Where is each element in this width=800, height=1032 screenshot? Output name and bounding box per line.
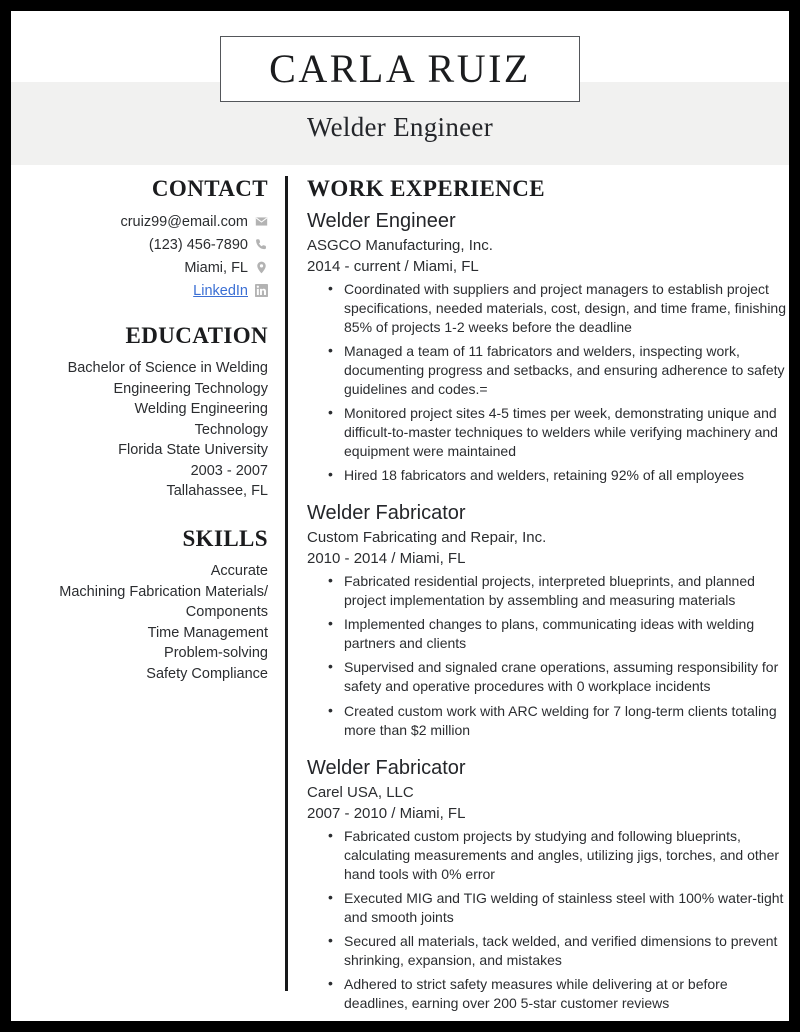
contact-phone-text: (123) 456-7890: [148, 236, 248, 253]
contact-item-location: [11, 257, 268, 278]
skill-line: Problem-solving: [164, 645, 268, 662]
job-bullet: • Supervised and signaled crane operations, assuming responsibility for safety and operative procedures with 0 workplace incidents: [327, 658, 789, 696]
map-pin-icon: [255, 261, 268, 274]
column-divider: [285, 176, 288, 991]
education-line: 2003 - 2007: [190, 462, 268, 479]
education-heading: EDUCATION: [125, 323, 268, 348]
phone-icon: [255, 238, 268, 251]
sidebar-column: [11, 176, 285, 1021]
job-bullet: • Hired 18 fabricators and welders, retaining 92% of all employees: [327, 466, 789, 485]
skill-line: Safety Compliance: [146, 665, 268, 682]
contact-location-text: Miami, FL: [184, 259, 248, 276]
envelope-icon: [255, 215, 268, 228]
education-line: Tallahassee, FL: [166, 483, 268, 500]
candidate-name: CARLA RUIZ: [269, 46, 531, 91]
linkedin-icon[interactable]: [255, 284, 268, 297]
job-company: ASGCO Manufacturing, Inc.: [307, 237, 493, 254]
skill-line: Machining Fabrication Materials/: [59, 583, 268, 600]
job-dates-location: 2007 - 2010 / Miami, FL: [307, 804, 466, 822]
skill-line: Time Management: [147, 624, 268, 641]
contact-item-linkedin[interactable]: [11, 280, 268, 301]
job-bullet: • Fabricated custom projects by studying and following blueprints, calculating measurements and angles, utilizing jigs, torches, and other hand tools with 0% error: [327, 827, 789, 884]
linkedin-link[interactable]: LinkedIn: [193, 282, 248, 299]
contact-email-text: cruiz99@email.com: [120, 213, 248, 230]
skills-heading: SKILLS: [182, 526, 268, 552]
job-dates-location: 2014 - current / Miami, FL: [307, 258, 479, 275]
education-line: Engineering Technology: [113, 380, 268, 397]
name-box: [220, 36, 580, 102]
job-company: Custom Fabricating and Repair, Inc.: [307, 529, 547, 547]
education-line: Technology: [194, 421, 268, 438]
work-experience-heading: WORK EXPERIENCE: [307, 176, 545, 201]
education-line: Welding Engineering: [134, 401, 268, 418]
job-bullet: • Managed a team of 11 fabricators and welders, inspecting work, documenting progress and setbacks, and ensuring adherence to safety guidelines and codes.=: [327, 342, 789, 399]
job-bullet: • Executed MIG and TIG welding of stainless steel with 100% water-tight and smooth joints: [327, 889, 789, 927]
job-entry: [307, 208, 789, 485]
job-dates-location: 2010 - 2014 / Miami, FL: [307, 550, 466, 568]
candidate-job-title: Welder Engineer: [307, 112, 493, 142]
job-bullet: • Implemented changes to plans, communicating ideas with welding partners and clients: [327, 615, 789, 653]
job-bullet: • Coordinated with suppliers and project managers to establish project specifications, needed materials, cost, design, and time frame, finishing 85% of projects 1-2 weeks before the deadline: [327, 280, 789, 337]
job-bullet: • Adhered to strict safety measures while delivering at or before deadlines, earning over 200 5-star customer reviews: [327, 975, 789, 1013]
job-bullet: • Created custom work with ARC welding for 7 long-term clients totaling more than $2 million: [327, 702, 789, 740]
resume-body: [11, 166, 789, 1021]
job-role: Welder Engineer: [307, 210, 456, 232]
job-bullet: • Monitored project sites 4-5 times per week, demonstrating unique and difficult-to-master techniques to welders while verifying machinery and equipment were maintained: [327, 404, 789, 461]
job-bullets: [327, 280, 789, 485]
skill-line: Components: [185, 604, 268, 621]
education-line: Bachelor of Science in Welding: [67, 360, 268, 376]
main-column: [285, 176, 789, 1021]
education-list: [11, 358, 268, 502]
contact-item-phone: [11, 234, 268, 255]
job-entry: [307, 755, 789, 1013]
job-bullets: [327, 827, 789, 1013]
education-line: Florida State University: [118, 442, 268, 459]
job-bullets: [327, 572, 789, 739]
contact-list: [11, 211, 268, 301]
job-entry: [307, 500, 789, 739]
job-role: Welder Fabricator: [307, 756, 466, 779]
skill-line: Accurate: [210, 563, 268, 580]
job-bullet: • Secured all materials, tack welded, and verified dimensions to prevent shrinking, expansion, and mistakes: [327, 932, 789, 970]
contact-heading: CONTACT: [151, 176, 268, 201]
job-role: Welder Fabricator: [307, 502, 466, 525]
resume-page: [11, 11, 789, 1021]
job-bullet: • Fabricated residential projects, interpreted blueprints, and planned project implementation by assembling and measuring materials: [327, 572, 789, 610]
job-company: Carel USA, LLC: [307, 783, 414, 801]
skills-list: [11, 561, 268, 684]
resume-header: [11, 11, 789, 166]
contact-item-email: [11, 211, 268, 232]
